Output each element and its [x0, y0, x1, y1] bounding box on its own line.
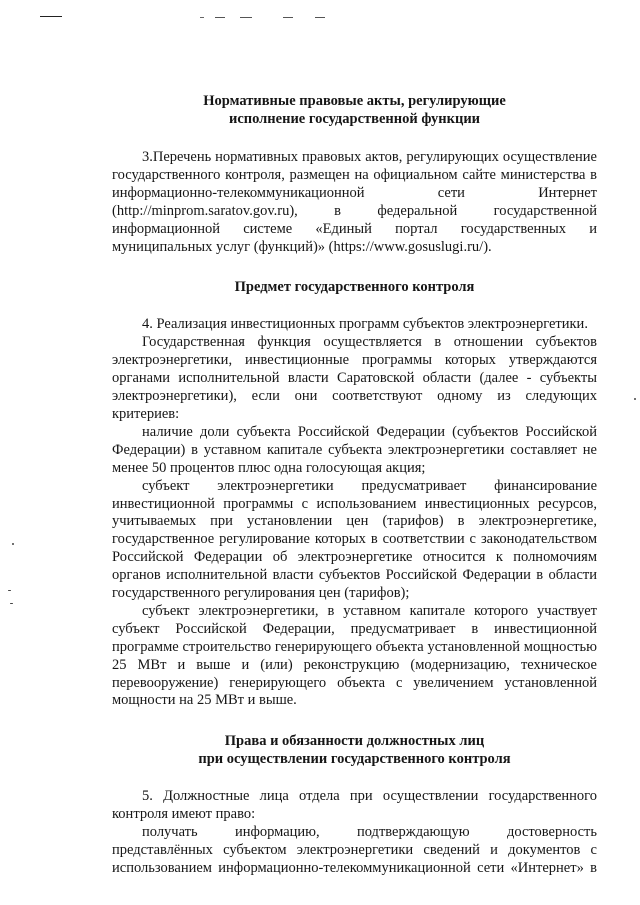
section-heading-line: при осуществлении государственного контроля: [198, 751, 511, 768]
section-heading-line: Права и обязанности должностных лиц: [224, 733, 485, 750]
scan-mark: [315, 17, 325, 18]
scan-speck: [12, 543, 14, 545]
paragraph-function: Государственная функция осуществляется в отношении субъектов электроэнергетики, инвестиционные программы которых утверждаются органами исполнительной власти Саратовской области (далее - субъекты электроэнергетики), если они соответствуют одному из следующих критериев:: [112, 334, 597, 422]
scan-speck: [634, 398, 636, 400]
scan-mark: [215, 17, 225, 18]
right-item: получать информацию, подтверждающую достоверность представлённых субъектом электроэнергетики сведений и документов с использованием информационно-телекоммуникационной сети «Интернет» в: [112, 824, 597, 876]
scan-speck: [10, 603, 13, 604]
scan-mark: [40, 16, 62, 17]
paragraph-3: 3.Перечень нормативных правовых актов, регулирующих осуществление государственного контроля, размещен на официальном сайте министерства в информационно-телекоммуникационной сети Интернет (http://minprom.saratov.gov.ru), в федеральной государственной информационной системе «Единый портал государственных и муниципальных услуг (функций)» (https://www.gosuslugi.ru/).: [112, 149, 597, 255]
section-heading-line: исполнение государственной функции: [228, 111, 481, 127]
scan-mark: [240, 17, 252, 18]
section-regulatory-acts: [112, 92, 597, 256]
criterion-item: наличие доли субъекта Российской Федерации (субъектов Российской Федерации) в уставном капитале субъекта электроэнергетики составляет не менее 50 процентов плюс одна голосующая акция;: [112, 423, 597, 476]
section-heading-line: Нормативные правовые акты, регулирующие: [203, 93, 506, 109]
paragraph-5: 5. Должностные лица отдела при осуществлении государственного контроля имеют право:: [112, 788, 597, 823]
section-heading: Предмет государственного контроля: [234, 279, 475, 296]
scan-mark: [200, 17, 204, 18]
section-control-subject: [112, 278, 597, 710]
document-page: [112, 80, 597, 878]
criterion-item: субъект электроэнергетики предусматривает финансирование инвестиционной программы с использованием инвестиционных ресурсов, учитываемых при установлении цен (тарифов) в электроэнергетике, государственное регулирование которых в соответствии с законодательством Российской Федерации об электроэнергетике относится к полномочиям органов исполнительной власти субъектов Российской Федерации в области государственного регулирования цен (тарифов);: [112, 477, 597, 602]
paragraph-4: 4. Реализация инвестиционных программ субъектов электроэнергетики.: [142, 316, 588, 333]
scan-speck: [8, 590, 11, 591]
section-official-rights: [112, 732, 597, 878]
criterion-item: субъект электроэнергетики, в уставном капитале которого участвует субъект Российской Федерации, предусматривает в инвестиционной программе строительство генерирующего объекта установленной мощностью 25 МВт и выше и (или) реконструкцию (модернизацию, техническое перевооружение) генерирующего объекта с увеличением установленной мощности на 25 МВт и выше.: [112, 602, 597, 709]
scan-mark: [283, 17, 293, 18]
